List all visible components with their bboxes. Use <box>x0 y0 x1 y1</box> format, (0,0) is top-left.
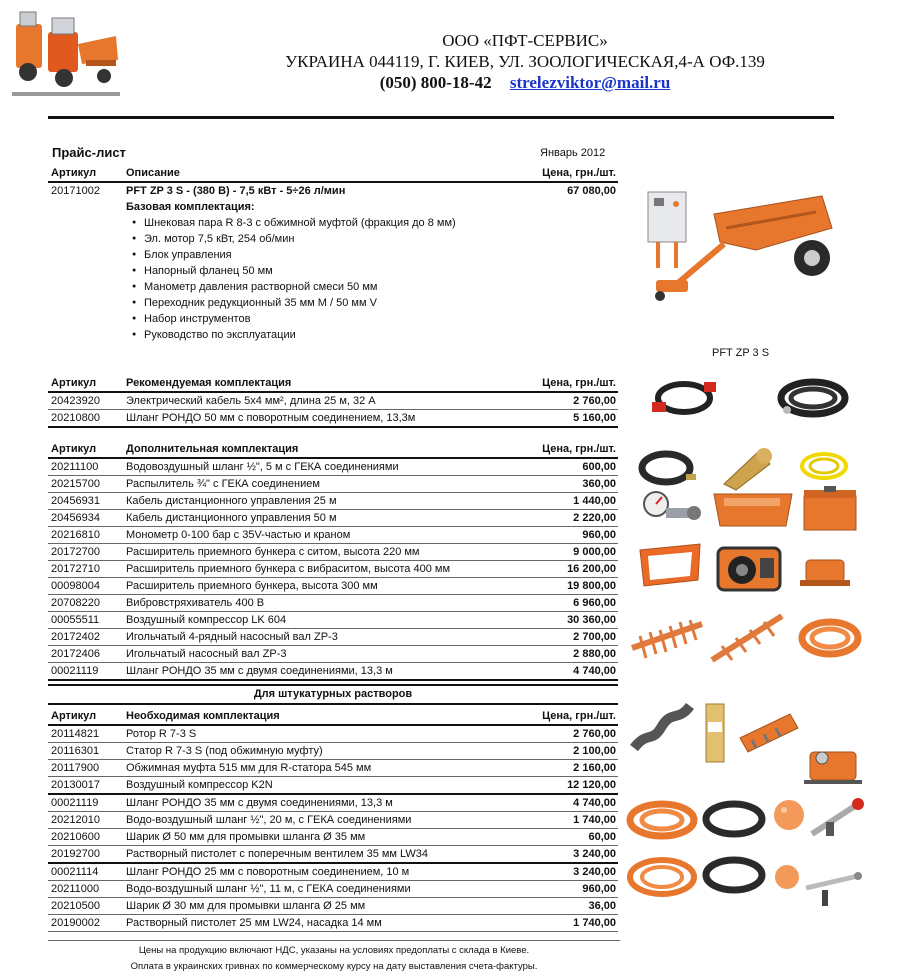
cell-price: 2 100,00 <box>573 745 616 757</box>
cell-art: 20172402 <box>51 631 100 643</box>
table-row <box>48 476 618 493</box>
header-desc: Необходимая комплектация <box>126 710 280 722</box>
company-logo <box>8 4 123 104</box>
header-desc: Дополнительная комплектация <box>126 443 299 455</box>
hopper-extension-300-image <box>636 540 704 590</box>
water-air-hose-11m-image <box>700 852 770 898</box>
cell-price: 2 760,00 <box>573 728 616 740</box>
footer-line-2: Оплата в украинских гривнах по коммерческому курсу на дату выставления счета-фактуры. <box>130 961 538 972</box>
table-row <box>48 393 618 410</box>
header-price: Цена, грн./шт. <box>542 167 616 179</box>
mortar-gun-25-image <box>800 860 866 910</box>
main-product-row <box>48 183 618 199</box>
cell-art: 20190002 <box>51 917 100 929</box>
main-table-header <box>48 166 618 183</box>
cell-price: 1 740,00 <box>573 814 616 826</box>
table-row <box>48 829 618 846</box>
product-price: 67 080,00 <box>567 185 616 197</box>
electric-cable-image <box>650 376 720 420</box>
cell-price: 36,00 <box>588 900 616 912</box>
table-row <box>48 459 618 476</box>
cell-price: 600,00 <box>582 461 616 473</box>
table-row <box>48 726 618 743</box>
header-art: Артикул <box>51 167 97 179</box>
cell-price: 360,00 <box>582 478 616 490</box>
cell-price: 30 360,00 <box>567 614 616 626</box>
water-air-hose-20m-image <box>700 796 770 842</box>
cell-price: 2 760,00 <box>573 395 616 407</box>
cell-price: 6 960,00 <box>573 597 616 609</box>
cell-price: 5 160,00 <box>573 412 616 424</box>
product-caption: PFT ZP 3 S <box>712 347 770 359</box>
rondo-hose-35-image <box>796 612 866 662</box>
cell-art: 00021119 <box>51 665 99 677</box>
header-price: Цена, грн./шт. <box>542 377 616 389</box>
water-air-hose-image <box>636 446 702 490</box>
table-row <box>48 527 618 544</box>
cell-price: 1 740,00 <box>573 917 616 929</box>
cell-art: 20114821 <box>51 728 100 740</box>
stator-image <box>700 700 730 766</box>
company-header <box>220 30 830 93</box>
company-email-link[interactable]: strelezviktor@mail.ru <box>509 73 671 92</box>
hopper-extension-vibrosieve-image <box>800 484 860 534</box>
rondo-hose-35-plaster-image <box>624 796 702 844</box>
table-row <box>48 578 618 595</box>
base-config-title <box>48 199 618 215</box>
table-row <box>48 493 618 510</box>
compressor-lk604-image <box>708 540 790 596</box>
table-row <box>48 743 618 760</box>
list-item: ● Руководство по эксплуатации <box>48 327 618 343</box>
additional-rows <box>48 459 618 681</box>
table-row <box>48 777 618 795</box>
price-list-date: Январь 2012 <box>540 147 606 159</box>
rondo-hose-25-image <box>624 852 702 902</box>
cell-price: 9 000,00 <box>573 546 616 558</box>
header-art: Артикул <box>51 710 97 722</box>
cell-art: 20116301 <box>51 745 100 757</box>
plaster-table-header <box>48 709 618 726</box>
product-art: 20171002 <box>51 185 100 197</box>
cell-art: 20172710 <box>51 563 100 575</box>
cell-art: 20456934 <box>51 512 100 524</box>
clamp-coupling-image <box>736 704 800 754</box>
plaster-rows <box>48 726 618 932</box>
table-row <box>48 544 618 561</box>
table-row <box>48 646 618 663</box>
cell-desc: Шланг РОНДО 35 мм с двумя соединениями, 13,3 м <box>126 797 393 809</box>
cell-desc: Расширитель приемного бункера, высота 300 мм <box>126 580 378 592</box>
cell-desc: Статор R 7-3 S (под обжимную муфту) <box>126 745 323 757</box>
cell-price: 16 200,00 <box>567 563 616 575</box>
cell-desc: Растворный пистолет 25 мм LW24, насадка 14 мм <box>126 917 382 929</box>
hopper-extension-sieve-image <box>710 488 796 532</box>
cleaning-ball-30-image <box>772 862 802 892</box>
needle-shaft-image <box>706 608 788 666</box>
list-item: ● Набор инструментов <box>48 311 618 327</box>
table-row <box>48 629 618 646</box>
header-divider <box>48 116 834 119</box>
cell-art: 20210800 <box>51 412 100 424</box>
cell-desc: Растворный пистолет с поперечным вентилем 35 мм LW34 <box>126 848 428 860</box>
mortar-gun-35-image <box>806 796 866 840</box>
table-row <box>48 846 618 864</box>
cell-desc: Распылитель ¾" с ГЕКА соединением <box>126 478 320 490</box>
needle-shaft-4row-image <box>628 608 706 664</box>
table-row <box>48 663 618 681</box>
cell-desc: Ротор R 7-3 S <box>126 728 197 740</box>
cell-art: 20117900 <box>51 762 100 774</box>
cell-desc: Водо-воздушный шланг ½", 20 м, с ГЕКА соединениями <box>126 814 412 826</box>
cell-art: 20211100 <box>51 461 99 473</box>
cell-price: 960,00 <box>582 529 616 541</box>
list-item: ● Эл. мотор 7,5 кВт, 254 об/мин <box>48 231 618 247</box>
base-config-title-text: Базовая комплектация: <box>126 201 255 213</box>
cell-desc: Обжимная муфта 515 мм для R-статора 545 мм <box>126 762 372 774</box>
cell-art: 20212010 <box>51 814 100 826</box>
cell-desc: Воздушный компрессор LK 604 <box>126 614 287 626</box>
cell-art: 20215700 <box>51 478 100 490</box>
additional-table-header <box>48 442 618 459</box>
table-row <box>48 795 618 812</box>
cell-desc: Шарик Ø 30 мм для промывки шланга Ø 25 мм <box>126 900 366 912</box>
cell-desc: Электрический кабель 5x4 мм², длина 25 м, 32 А <box>126 395 376 407</box>
cell-art: 20216810 <box>51 529 100 541</box>
cell-art: 20210600 <box>51 831 100 843</box>
cell-desc: Шарик Ø 50 мм для промывки шланга Ø 35 мм <box>126 831 366 843</box>
table-row <box>48 760 618 777</box>
pft-zp3s-machine-image <box>636 184 836 314</box>
cell-desc: Водо-воздушный шланг ½", 11 м, с ГЕКА соединениями <box>126 883 411 895</box>
base-config-list <box>48 215 618 343</box>
rondo-hose-50-image <box>775 376 850 420</box>
cell-desc: Вибровстряхиватель 400 В <box>126 597 265 609</box>
header-art: Артикул <box>51 443 97 455</box>
cell-art: 20211000 <box>51 883 100 895</box>
compressor-k2n-image <box>800 740 866 788</box>
header-art: Артикул <box>51 377 97 389</box>
cell-desc: Шланг РОНДО 35 мм с двумя соединениями, 13,3 м <box>126 665 393 677</box>
table-row <box>48 898 618 915</box>
manometer-image <box>642 488 706 532</box>
cell-art: 20192700 <box>51 848 100 860</box>
cell-price: 12 120,00 <box>567 779 616 791</box>
remote-cable-image <box>796 446 852 486</box>
table-row <box>48 612 618 629</box>
header-price: Цена, грн./шт. <box>542 710 616 722</box>
recommended-table-header <box>48 376 618 393</box>
cell-desc: Водовоздушный шланг ½", 5 м с ГЕКА соединениями <box>126 461 399 473</box>
cell-desc: Расширитель приемного бункера с вибраситом, высота 400 мм <box>126 563 451 575</box>
table-row <box>48 561 618 578</box>
cell-desc: Шланг РОНДО 25 мм с поворотным соединением, 10 м <box>126 866 410 878</box>
cell-price: 960,00 <box>582 883 616 895</box>
cell-price: 3 240,00 <box>573 848 616 860</box>
cell-art: 00055511 <box>51 614 100 626</box>
cell-price: 2 160,00 <box>573 762 616 774</box>
additional-block <box>48 442 618 681</box>
cell-price: 2 700,00 <box>573 631 616 643</box>
header-desc: Описание <box>126 167 180 179</box>
cell-price: 4 740,00 <box>573 665 616 677</box>
cell-art: 20423920 <box>51 395 100 407</box>
cell-price: 19 800,00 <box>567 580 616 592</box>
header-desc: Рекомендуемая комплектация <box>126 377 292 389</box>
table-row <box>48 595 618 612</box>
cell-price: 1 440,00 <box>573 495 616 507</box>
company-phone: (050) 800-18-42 <box>379 73 492 92</box>
cell-price: 2 880,00 <box>573 648 616 660</box>
company-contacts <box>220 72 830 93</box>
product-desc: PFT ZP 3 S - (380 В) - 7,5 кВт - 5÷26 л/мин <box>126 185 346 197</box>
rotor-image <box>628 700 696 754</box>
plaster-section-title: Для штукатурных растворов <box>48 684 618 705</box>
cell-desc: Шланг РОНДО 50 мм с поворотным соединением, 13,3м <box>126 412 416 424</box>
list-item: ● Шнековая пара R 8-3 с обжимной муфтой (фракция до 8 мм) <box>48 215 618 231</box>
cell-price: 60,00 <box>588 831 616 843</box>
vibrator-image <box>798 552 852 592</box>
table-row <box>48 510 618 527</box>
sprayer-nozzle-image <box>718 444 780 492</box>
cell-desc: Кабель дистанционного управления 25 м <box>126 495 337 507</box>
header-price: Цена, грн./шт. <box>542 443 616 455</box>
footer-line-1: Цены на продукцию включают НДС, указаны на условиях предоплаты с склада в Киеве. <box>138 945 530 956</box>
company-address: УКРАИНА 044119, Г. КИЕВ, УЛ. ЗООЛОГИЧЕСКАЯ,4-А ОФ.139 <box>285 52 765 71</box>
list-item: ● Манометр давления растворной смеси 50 мм <box>48 279 618 295</box>
cell-art: 20210500 <box>51 900 100 912</box>
price-list-title: Прайс-лист <box>52 145 126 160</box>
cell-price: 4 740,00 <box>573 797 616 809</box>
cell-desc: Воздушный компрессор K2N <box>126 779 273 791</box>
company-name: ООО «ПФТ-СЕРВИС» <box>442 31 608 50</box>
list-item: ● Переходник редукционный 35 мм M / 50 мм V <box>48 295 618 311</box>
cell-price: 3 240,00 <box>573 866 616 878</box>
cell-desc: Кабель дистанционного управления 50 м <box>126 512 337 524</box>
list-item: ● Напорный фланец 50 мм <box>48 263 618 279</box>
table-row <box>48 864 618 881</box>
main-product-block <box>48 166 618 343</box>
cell-desc: Монометр 0-100 бар с 35V-частью и краном <box>126 529 351 541</box>
cell-price: 2 220,00 <box>573 512 616 524</box>
table-row <box>48 410 618 428</box>
cell-desc: Расширитель приемного бункера с ситом, высота 220 мм <box>126 546 420 558</box>
table-row <box>48 812 618 829</box>
table-row <box>48 881 618 898</box>
table-row <box>48 915 618 932</box>
cell-art: 20172406 <box>51 648 100 660</box>
cell-art: 00098004 <box>51 580 100 592</box>
cell-art: 20708220 <box>51 597 100 609</box>
cell-art: 00021114 <box>51 866 99 878</box>
recommended-block <box>48 376 618 428</box>
cell-art: 20130017 <box>51 779 100 791</box>
list-item: ● Блок управления <box>48 247 618 263</box>
footer-note <box>48 940 620 975</box>
recommended-rows <box>48 393 618 428</box>
cell-desc: Игольчатый 4-рядный насосный вал ZP-3 <box>126 631 338 643</box>
cell-desc: Игольчатый насосный вал ZP-3 <box>126 648 287 660</box>
cleaning-ball-50-image <box>772 798 806 832</box>
cell-art: 20172700 <box>51 546 100 558</box>
plaster-block <box>48 709 618 932</box>
cell-art: 20456931 <box>51 495 100 507</box>
cell-art: 00021119 <box>51 797 99 809</box>
